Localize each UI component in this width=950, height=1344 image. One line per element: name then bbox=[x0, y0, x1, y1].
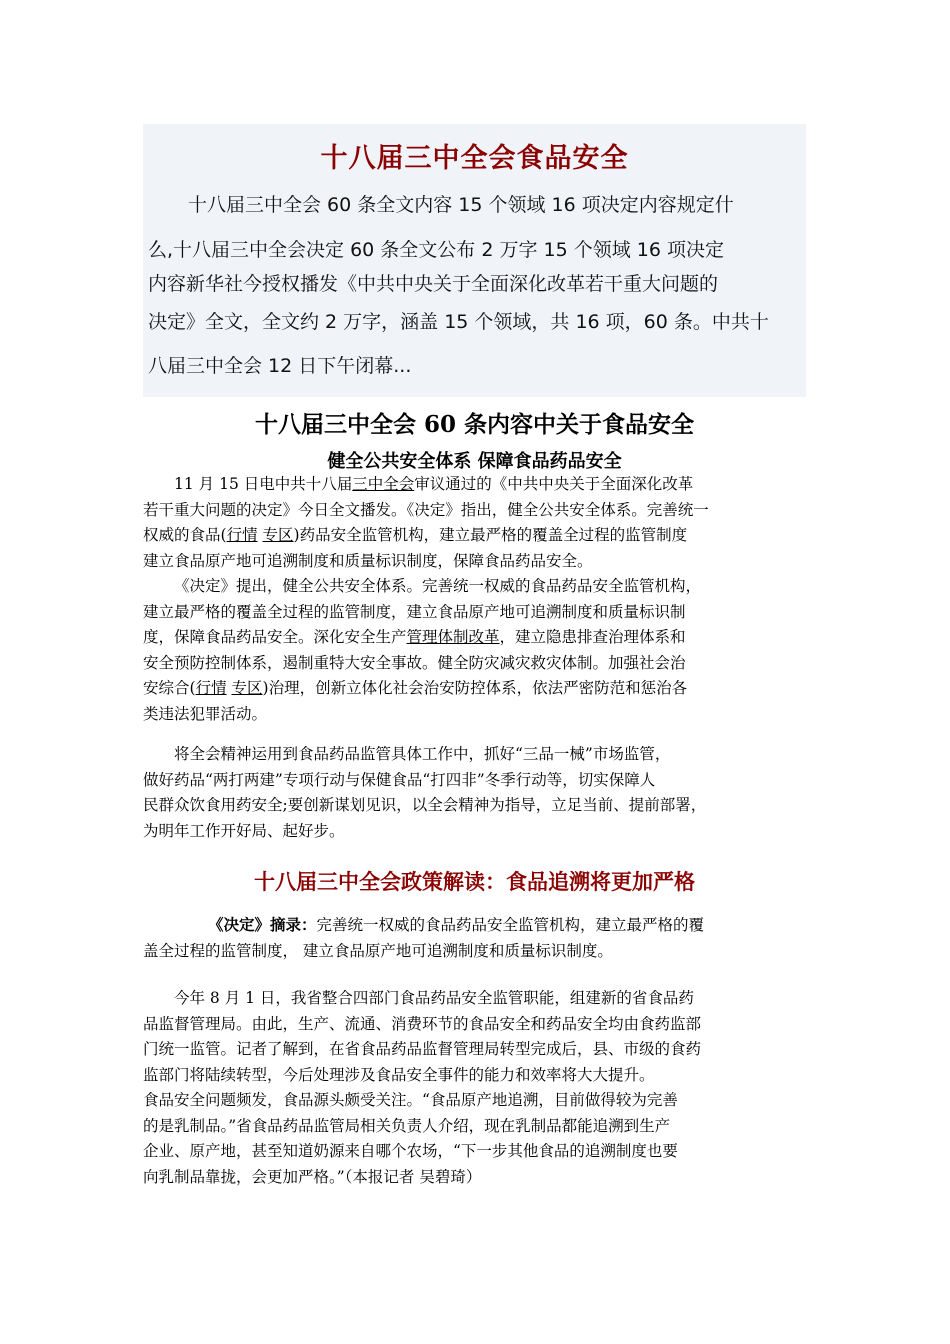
text-line: 做好药品“两打两建”专项行动与保健食品“打四非”冬季行动等，切实保障人 bbox=[143, 770, 656, 789]
link-zhuanqu[interactable]: 专区 bbox=[262, 526, 294, 544]
section1-paragraph-2 bbox=[143, 574, 806, 727]
text: 审议通过的《中共中央关于全面深化改革 bbox=[414, 475, 694, 493]
summary-box bbox=[143, 124, 806, 397]
text-line: 为明年工作开好局、起好步。 bbox=[143, 821, 345, 840]
text: )治理，创新立体化社会治安防控体系，依法严密防范和惩治各 bbox=[262, 679, 688, 697]
summary-line: 八届三中全会 12 日下午闭幕... bbox=[148, 355, 412, 377]
section1-heading: 十八届三中全会 60 条内容中关于食品安全 bbox=[254, 411, 695, 438]
text: ，建立隐患排查治理体系和 bbox=[499, 628, 686, 646]
text-line: 类违法犯罪活动。 bbox=[143, 704, 268, 723]
link-sanzhong[interactable]: 三中全会 bbox=[352, 475, 415, 493]
section2-paragraph-2 bbox=[143, 1088, 806, 1190]
text: )药品安全监管机构，建立最严格的覆盖全过程的监管制度 bbox=[293, 526, 688, 544]
link-guanli-tizhi[interactable]: 管理体制改革 bbox=[406, 628, 500, 646]
text-line: 品监督管理局。由此，生产、流通、消费环节的食品安全和药品安全均由食药监部 bbox=[143, 1014, 702, 1033]
text-line: 《决定》提出，健全公共安全体系。完善统一权威的食品药品安全监管机构， bbox=[174, 577, 702, 595]
text: 权威的食品( bbox=[143, 526, 227, 544]
text-line: 向乳制品靠拢，会更加严格。”（本报记者 吴碧琦） bbox=[143, 1167, 482, 1186]
link-hangqing-2[interactable]: 行情 bbox=[195, 679, 227, 697]
summary-box-text bbox=[148, 190, 803, 385]
section2-heading: 十八届三中全会政策解读：食品追溯将更加严格 bbox=[254, 870, 695, 894]
text-line: 今年 8 月 1 日，我省整合四部门食品药品安全监管职能，组建新的省食品药 bbox=[174, 989, 694, 1007]
text-line: 门统一监管。记者了解到，在省食品药品监督管理局转型完成后，县、市级的食药 bbox=[143, 1040, 702, 1058]
text-line: 建立食品原产地可追溯制度和质量标识制度，保障食品药品安全。 bbox=[143, 551, 593, 570]
text-line: 安全预防控制体系，遏制重特大安全事故。健全防灾减灾救灾体制。加强社会治 bbox=[143, 653, 686, 672]
text-line: 的是乳制品。”省食品药品监管局相关负责人介绍，现在乳制品都能追溯到生产 bbox=[143, 1116, 671, 1135]
section2-summary bbox=[143, 912, 806, 964]
text: 度，保障食品药品安全。深化安全生产 bbox=[143, 628, 407, 646]
text-line: 企业、原产地，甚至知道奶源来自哪个农场，“下一步其他食品的追溯制度也要 bbox=[143, 1142, 678, 1160]
text-line: 监部门将陆续转型，今后处理涉及食品安全事件的能力和效率将大大提升。 bbox=[143, 1065, 655, 1084]
text: 11 月 15 日电中共十八届 bbox=[174, 475, 353, 493]
section1-subheading: 健全公共安全体系 保障食品药品安全 bbox=[327, 451, 622, 472]
summary-box-title: 十八届三中全会食品安全 bbox=[320, 143, 629, 174]
summary-label: 《决定》摘录： bbox=[208, 915, 317, 934]
link-hangqing[interactable]: 行情 bbox=[226, 526, 258, 544]
text: 安综合( bbox=[143, 679, 196, 697]
summary-line: 十八届三中全会 60 条全文内容 15 个领域 16 项决定内容规定什 bbox=[188, 194, 734, 216]
text-line: 民群众饮食用药安全;要创新谋划见识，以全会精神为指导，立足当前、提前部署， bbox=[143, 796, 707, 814]
text-line: 将全会精神运用到食品药品监管具体工作中，抓好“三品一械”市场监管， bbox=[174, 745, 671, 763]
section2-paragraph-1 bbox=[143, 986, 806, 1088]
text-line: 食品安全问题频发，食品源头颇受关注。“食品原产地追溯，目前做得较为完善 bbox=[143, 1091, 678, 1109]
text-line: 建立最严格的覆盖全过程的监管制度，建立食品原产地可追溯制度和质量标识制 bbox=[143, 602, 686, 621]
text-line: 盖全过程的监管制度， 建立食品原产地可追溯制度和质量标识制度。 bbox=[143, 941, 613, 960]
section1-paragraph-3 bbox=[143, 742, 806, 844]
summary-line: 么,十八届三中全会决定 60 条全文公布 2 万字 15 个领域 16 项决定 bbox=[148, 239, 724, 261]
text-line: 若干重大问题的决定》今日全文播发。《决定》指出，健全公共安全体系。完善统一 bbox=[143, 500, 709, 519]
summary-line: 决定》全文，全文约 2 万字，涵盖 15 个领域，共 16 项，60 条。中共十 bbox=[148, 311, 769, 333]
summary-line: 内容新华社今授权播发《中共中央关于全面深化改革若干重大问题的 bbox=[148, 273, 719, 295]
link-zhuanqu-2[interactable]: 专区 bbox=[231, 679, 263, 697]
text: 完善统一权威的食品药品安全监管机构，建立最严格的覆 bbox=[316, 916, 705, 934]
section1-paragraph-1 bbox=[143, 472, 806, 574]
